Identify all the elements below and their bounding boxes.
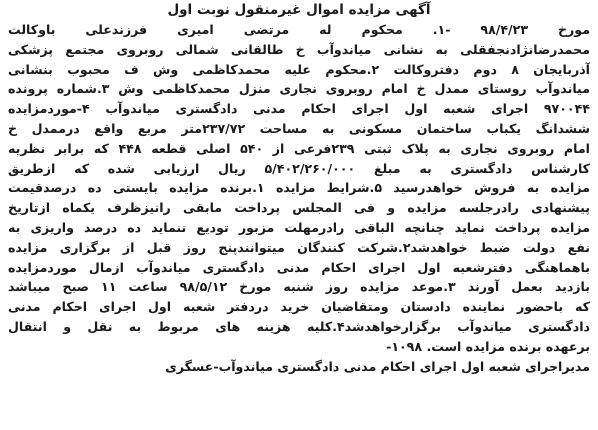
notice-line: مزایده به فروش خواهدرسید ۵.شرایط مزایده ۱.برنده مزایده بایستی ده درصدقیمت xyxy=(8,180,590,196)
notice-line: آذربایجان ۸ دوم دفتروکالت ۲.محکوم علیه محمدکاظمی وش ف محبوب بنشانی xyxy=(8,61,590,77)
notice-line: ششدانگ یکباب ساختمان مسکونی به مساحت ۲۳۷/۷۲متر مربع واقع درممدل خ xyxy=(8,120,590,136)
notice-line: محمدرضانژادنجفقلی به نشانی میاندوآب خ طالقانی شمالی روبروی مجتمع پزشکی xyxy=(8,41,590,57)
notice-signature: مدیراجرای شعبه اول اجرای احکام مدنی دادگستری میاندوآب-عسگری xyxy=(165,358,590,374)
notice-body xyxy=(8,20,590,357)
notice-line: مزایده پرداخت نماید چنانچه الباقی رادرمهلت مزبور تودیع ننماید ده درصد واریزی به xyxy=(8,219,590,235)
notice-line: مورخ ۹۸/۴/۲۳ -۱. محکوم له مرتضی امیری فرزندعلی باوکالت xyxy=(8,22,590,37)
notice-line: کارشناس دادگستری به مبلغ ۵/۴۰۲/۲۶۰/۰۰۰ ریال ارزیابی شده که ازطریق xyxy=(8,160,590,176)
notice-line: که باحضور نماینده دادستان ومتقاضیان خرید دردفتر شعبه اول اجرای احکام مدنی xyxy=(8,299,590,315)
notice-line: برعهده برنده مزایده است. ۱۰۹۸- xyxy=(386,338,590,354)
notice-line: بازدید بعمل آورند ۳.موعد مزایده روز شنبه مورخ ۹۸/۵/۱۲ ساعت ۱۱ صبح میباشد xyxy=(8,279,590,295)
notice-line: نفع دولت ضبط خواهدشد۲.شرکت کنندگان میتوانندپنج روز قبل از برگزاری مزایده xyxy=(8,239,590,255)
notice-line: امام روبروی نجاری به پلاک ثبتی ۲۳۹فرعی از ۵۴۰ اصلی قطعه ۴۴۸ که برابر نظریه xyxy=(8,140,590,156)
notice-line: میاندوآب روستای ممدل خ امام روبروی نجاری منزل محمدکاظمی وش ۳.شماره پرونده xyxy=(8,81,590,97)
notice-line: دادگستری میاندوآب برگزارخواهدشد۴.کلیه هزینه های مربوط به نقل و انتقال xyxy=(8,318,590,334)
notice-line: پیشنهادی رادرجلسه مزایده و فی المجلس پرداخت مابقی رانیزظرف یکماه ازتاریخ xyxy=(8,200,590,216)
notice-line: باهماهنگی دفترشعبه اول اجرای احکام مدنی دادگستری میاندوآب ازمال موردمزایده xyxy=(8,259,590,275)
notice-line: ۹۷۰۰۴۴ اجرای شعبه اول اجرای احکام مدنی دادگستری میاندوآب ۴-موردمزایده xyxy=(8,101,590,117)
notice-title: آگهی مزایده اموال غیرمنقول نوبت اول xyxy=(167,2,431,18)
